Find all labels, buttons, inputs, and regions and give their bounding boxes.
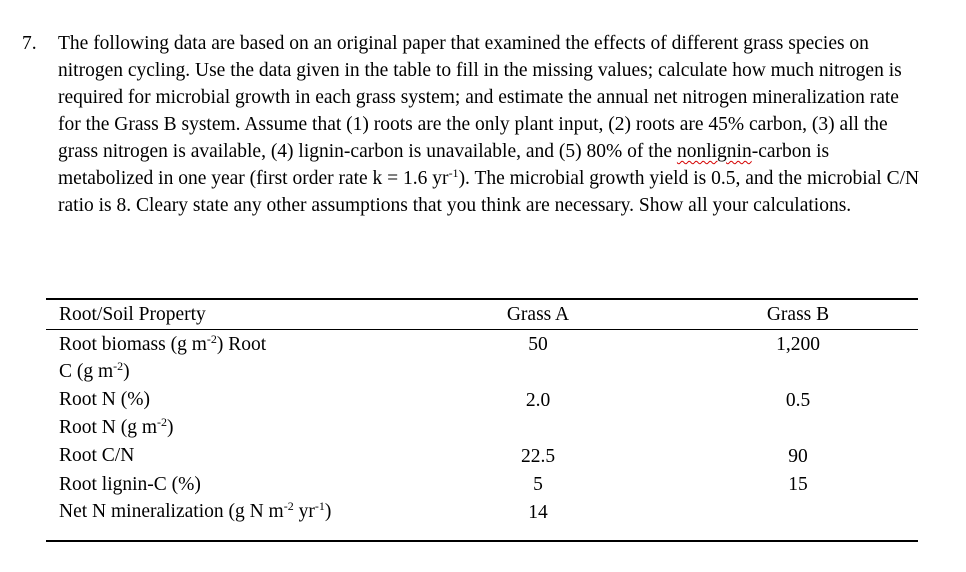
header-grass-a: Grass A bbox=[506, 304, 570, 325]
label-text: ) bbox=[167, 417, 174, 438]
label-exponent: -2 bbox=[206, 332, 217, 346]
row-lignin-grass-b: 15 bbox=[788, 474, 808, 495]
question-number: 7. bbox=[22, 33, 37, 54]
label-exponent: -2 bbox=[283, 499, 294, 513]
question-text-part-3: ). The microbial growth yield is 0.5, and the microbial C/N ratio is 8. Cleary state any other assumptions that you think are necessary. Show all your calculations. bbox=[58, 168, 920, 216]
row-net-n-min-grass-a: 14 bbox=[528, 502, 548, 523]
label-text: ) bbox=[324, 501, 332, 522]
table-bottom-rule bbox=[46, 540, 918, 542]
row-root-cn-grass-a: 22.5 bbox=[520, 446, 556, 467]
row-net-n-min-label bbox=[59, 501, 331, 523]
label-exponent: -2 bbox=[157, 415, 168, 429]
row-root-n-pct-label: Root N (%) bbox=[59, 389, 150, 410]
label-exponent: -1 bbox=[314, 499, 325, 513]
row-lignin-label: Root lignin-C (%) bbox=[59, 474, 201, 495]
question-text-part-1: The following data are based on an original paper that examined the effects of different grass species on nitrogen cycling. Use the data given in the table to fill in the missing values; calculate how much nitrogen is required for microbial growth in each grass system; and estimate the annual net nitrogen mineralization rate for the Grass B system. Assume that (1) roots are the only plant input, (2) roots are 45% carbon, (3) all the grass nitrogen is available, (4) lignin-carbon is unavailable, and (5) 80% of the bbox=[58, 33, 902, 162]
row-root-n-pct-grass-b: 0.5 bbox=[785, 390, 811, 411]
label-text: yr bbox=[293, 501, 315, 522]
question-block bbox=[22, 30, 922, 219]
row-root-cn-label: Root C/N bbox=[59, 445, 135, 466]
question-text-part-2: -carbon is metabolized in one year (first order rate k = 1.6 yr bbox=[58, 141, 830, 189]
rate-unit-exponent: -1 bbox=[448, 166, 459, 180]
spellcheck-flagged-word: nonlignin bbox=[676, 141, 752, 162]
row-root-biomass-grass-b: 1,200 bbox=[776, 334, 820, 355]
row-root-n-pct-grass-a: 2.0 bbox=[525, 390, 551, 411]
question-text bbox=[58, 30, 922, 219]
row-root-biomass-label bbox=[59, 334, 266, 356]
row-root-n-gm2-label bbox=[59, 417, 174, 439]
row-root-cn-grass-b: 90 bbox=[788, 446, 808, 467]
label-text: ) bbox=[123, 361, 130, 382]
row-lignin-grass-a: 5 bbox=[533, 474, 543, 495]
header-property: Root/Soil Property bbox=[59, 304, 206, 325]
label-text: ) Root bbox=[216, 334, 267, 355]
row-root-c-label bbox=[59, 361, 130, 383]
table-top-rule bbox=[46, 298, 918, 300]
row-root-biomass-grass-a: 50 bbox=[528, 334, 548, 355]
table-header-rule bbox=[46, 329, 918, 330]
label-exponent: -2 bbox=[113, 359, 124, 373]
label-text: C (g m bbox=[59, 361, 114, 382]
label-text: Root biomass (g m bbox=[59, 334, 207, 355]
label-text: Net N mineralization (g N m bbox=[59, 501, 284, 522]
label-text: Root N (g m bbox=[59, 417, 158, 438]
header-grass-b: Grass B bbox=[766, 304, 830, 325]
